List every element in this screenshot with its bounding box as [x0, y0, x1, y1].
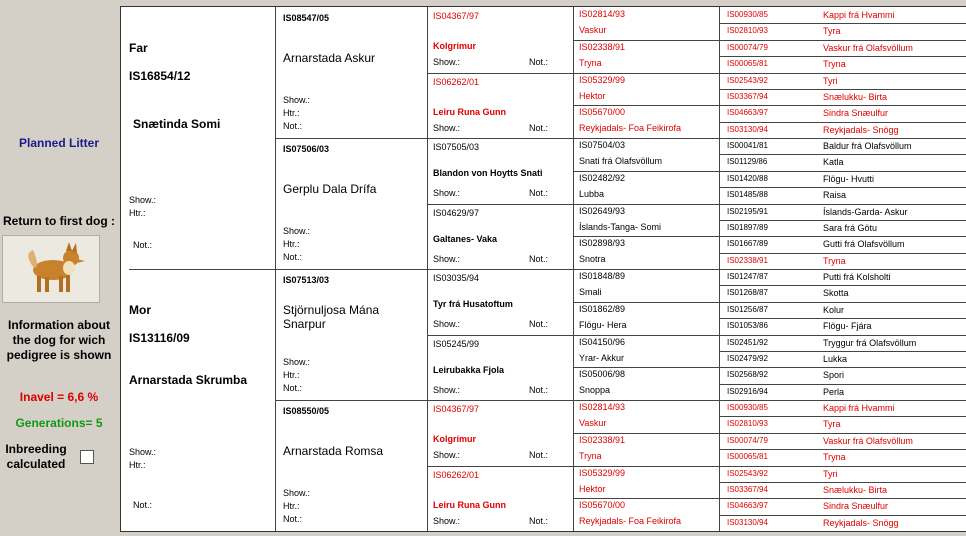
registration-number: IS05006/98: [579, 369, 626, 380]
pedigree-cell-gen5[interactable]: [719, 56, 966, 72]
dog-name: Tyr frá Husatoftum: [433, 299, 513, 309]
pedigree-cell-gen5[interactable]: [719, 515, 966, 531]
dog-name: Tryna: [579, 450, 602, 461]
show-label: Show.:: [433, 515, 461, 526]
registration-number: IS02649/93: [579, 205, 626, 216]
registration-number: IS00041/81: [727, 141, 768, 150]
not-label: Not.:: [283, 121, 303, 131]
pedigree-cell-gen2[interactable]: [275, 269, 427, 400]
pedigree-cell-gen4[interactable]: [573, 433, 719, 466]
first-dog-button[interactable]: [2, 235, 100, 303]
dog-name: Kolgrímur: [433, 434, 477, 444]
pedigree-cell-gen5[interactable]: [719, 498, 966, 514]
registration-number: IS01268/87: [727, 288, 768, 298]
dog-name: Arnarstada Skrumba: [129, 373, 248, 387]
pedigree-cell-gen5[interactable]: [719, 466, 966, 482]
dog-name: Lukka: [823, 353, 848, 364]
dog-name: Arnarstada Askur: [283, 51, 376, 65]
pedigree-cell-gen4[interactable]: [573, 400, 719, 433]
pedigree-cell-gen3[interactable]: [427, 204, 573, 270]
dog-name: Tryna: [579, 57, 602, 68]
not-label: Not.:: [283, 383, 303, 393]
pedigree-cell-gen4[interactable]: [573, 40, 719, 73]
registration-number: IS00930/85: [727, 403, 768, 412]
pedigree-cell-gen5[interactable]: [719, 204, 966, 220]
dog-name: Perla: [823, 386, 845, 397]
registration-number: IS05245/99: [433, 338, 480, 349]
inbreeding-checkbox[interactable]: [80, 450, 94, 464]
dog-name: Stjörnuljosa Mána Snarpur: [283, 303, 380, 331]
return-to-first-dog-label: Return to first dog :: [3, 214, 115, 228]
pedigree-cell-gen4[interactable]: [573, 138, 719, 171]
dog-name: Baldur frá Olafsvöllum: [823, 141, 912, 151]
htr-label: Htr.:: [283, 239, 300, 249]
show-label: Show.:: [433, 384, 461, 395]
dog-name: Flögu- Hera: [579, 319, 627, 330]
pedigree-cell-gen5[interactable]: [719, 302, 966, 318]
registration-number: IS01485/88: [727, 190, 768, 200]
pedigree-cell-gen4[interactable]: [573, 105, 719, 138]
dog-name: Blandon von Hoytts Snati: [433, 168, 543, 178]
planned-litter-link[interactable]: Planned Litter: [18, 136, 99, 150]
registration-number: IS05329/99: [579, 74, 626, 85]
registration-number: IS04367/97: [433, 404, 480, 414]
registration-number: IS02814/93: [579, 9, 626, 19]
dog-name: Raisa: [823, 190, 847, 201]
dog-name: Kolur: [823, 304, 845, 315]
pedigree-cell-gen5[interactable]: [719, 89, 966, 105]
pedigree-cell-gen5[interactable]: [719, 449, 966, 465]
pedigree-cell-gen5[interactable]: [719, 433, 966, 449]
registration-number: IS07505/03: [433, 142, 480, 152]
dog-name: Snælukku- Birta: [823, 91, 888, 102]
pedigree-cell-gen3[interactable]: [427, 466, 573, 532]
dog-name: Sindra Snæulfur: [823, 501, 889, 512]
not-label: Not.:: [529, 384, 549, 395]
dog-name: Gutti frá Olafsvöllum: [823, 239, 905, 250]
dog-name: Snoppa: [579, 385, 611, 396]
pedigree-cell-gen5[interactable]: [719, 285, 966, 301]
dog-name: Vaskur frá Olafsvöllum: [823, 435, 913, 446]
registration-number: IS02338/91: [579, 41, 626, 52]
registration-number: IS08547/05: [283, 13, 330, 23]
dog-name: Snætinda Somi: [133, 117, 221, 131]
pedigree-cell-gen5[interactable]: [719, 416, 966, 432]
pedigree-cell-gen2[interactable]: [275, 7, 427, 138]
registration-number: IS02810/93: [727, 419, 768, 429]
not-label: Not.:: [529, 122, 549, 133]
registration-number: IS02916/94: [727, 386, 768, 396]
dog-name: Flögu- Hvutti: [823, 173, 875, 184]
not-label: Not.:: [529, 450, 549, 460]
not-label: Not.:: [283, 252, 303, 262]
dog-name: Reykjadals- Snögg: [823, 124, 899, 135]
registration-number: IS02451/92: [727, 337, 768, 347]
pedigree-cell-gen1[interactable]: [121, 7, 275, 269]
pedigree-cell-gen4[interactable]: [573, 7, 719, 40]
dog-name: Gerplu Dala Drífa: [283, 182, 377, 196]
pedigree-cell-gen5[interactable]: [719, 138, 966, 154]
show-label: Show.:: [129, 195, 157, 205]
pedigree-cell-gen4[interactable]: [573, 204, 719, 237]
pedigree-cell-gen5[interactable]: [719, 220, 966, 236]
registration-number: IS07506/03: [283, 144, 330, 154]
registration-number: IS01256/87: [727, 304, 768, 314]
registration-number: IS04663/97: [727, 108, 768, 118]
pedigree-cell-gen4[interactable]: [573, 302, 719, 335]
pedigree-cell-gen5[interactable]: [719, 7, 966, 23]
not-label: Not.:: [133, 500, 153, 510]
registration-number: IS04367/97: [433, 11, 480, 21]
pedigree-cell-gen3[interactable]: [427, 138, 573, 204]
pedigree-cell-gen3[interactable]: [427, 269, 573, 335]
registration-number: IS01129/86: [727, 157, 768, 167]
dog-name: Vaskur: [579, 25, 607, 35]
show-label: Show.:: [433, 188, 461, 198]
show-label: Show.:: [433, 122, 461, 133]
generations-value: Generations= 5: [15, 416, 103, 430]
registration-number: IS02195/91: [727, 206, 768, 216]
dog-name: Smali: [579, 287, 602, 297]
registration-number: IS01247/87: [727, 272, 768, 281]
pedigree-cell-gen4[interactable]: [573, 498, 719, 531]
parent-role: Far: [129, 41, 148, 55]
pedigree-cell-gen5[interactable]: [719, 482, 966, 498]
dog-name: Kappi frá Hvammi: [823, 403, 895, 413]
registration-number: IS02568/92: [727, 370, 768, 380]
inavel-value: Inavel = 6,6 %: [19, 390, 99, 404]
not-label: Not.:: [529, 253, 549, 264]
pedigree-cell-gen1[interactable]: [121, 269, 275, 531]
registration-number: IS03367/94: [727, 484, 768, 494]
htr-label: Htr.:: [283, 370, 300, 380]
not-label: Not.:: [133, 240, 153, 250]
show-label: Show.:: [283, 95, 311, 105]
dog-name: Hektor: [579, 90, 606, 101]
show-label: Show.:: [433, 57, 461, 67]
pedigree-cell-gen4[interactable]: [573, 269, 719, 302]
registration-number: IS02338/91: [579, 434, 626, 445]
registration-number: IS03035/94: [433, 273, 480, 283]
not-label: Not.:: [529, 515, 549, 526]
dog-name: Tryna: [823, 59, 846, 70]
dog-name: Vaskur: [579, 418, 607, 428]
pedigree-cell-gen4[interactable]: [573, 466, 719, 499]
pedigree-cell-gen5[interactable]: [719, 400, 966, 416]
htr-label: Htr.:: [283, 501, 300, 511]
pedigree-cell-gen5[interactable]: [719, 335, 966, 351]
dog-name: Íslands-Tanga- Somi: [579, 221, 662, 232]
show-label: Show.:: [433, 450, 461, 460]
registration-number: IS01862/89: [579, 303, 626, 314]
pedigree-cell-gen2[interactable]: [275, 138, 427, 269]
pedigree-cell-gen3[interactable]: [427, 73, 573, 139]
dog-name: Íslands-Garda- Askur: [823, 206, 908, 217]
registration-number: IS04663/97: [727, 501, 768, 511]
pedigree-cell-gen5[interactable]: [719, 351, 966, 367]
dog-name: Arnarstada Romsa: [283, 444, 384, 458]
not-label: Not.:: [529, 319, 549, 329]
dog-name: Galtanes- Vaka: [433, 233, 498, 244]
pedigree-cell-gen3[interactable]: [427, 7, 573, 73]
dog-name: Snælukku- Birta: [823, 484, 888, 495]
pedigree-cell-gen5[interactable]: [719, 187, 966, 203]
pedigree-table: [120, 6, 966, 532]
show-label: Show.:: [283, 488, 311, 498]
pedigree-cell-gen5[interactable]: [719, 122, 966, 138]
dog-name: Reykjadals- Foa Feikirofa: [579, 123, 682, 134]
registration-number: IS13116/09: [129, 331, 190, 345]
registration-number: IS02338/91: [727, 255, 768, 265]
htr-label: Htr.:: [129, 208, 146, 218]
pedigree-cell-gen4[interactable]: [573, 171, 719, 204]
dog-name: Leirubakka Fjola: [433, 364, 505, 375]
dog-name: Katla: [823, 157, 844, 168]
not-label: Not.:: [529, 188, 549, 198]
pedigree-cell-gen2[interactable]: [275, 400, 427, 531]
registration-number: IS01848/89: [579, 271, 626, 281]
registration-number: IS03367/94: [727, 91, 768, 101]
registration-number: IS06262/01: [433, 469, 480, 480]
pedigree-cell-gen5[interactable]: [719, 269, 966, 285]
not-label: Not.:: [283, 514, 303, 524]
registration-number: IS03130/94: [727, 124, 768, 134]
registration-number: IS02898/93: [579, 238, 626, 249]
dog-name: Tyra: [823, 26, 841, 37]
show-label: Show.:: [433, 319, 461, 329]
show-label: Show.:: [433, 253, 461, 264]
registration-number: IS16854/12: [129, 69, 191, 83]
show-label: Show.:: [283, 357, 311, 367]
pedigree-cell-gen5[interactable]: [719, 367, 966, 383]
dog-name: Tyri: [823, 468, 838, 479]
pedigree-cell-gen5[interactable]: [719, 253, 966, 269]
pedigree-cell-gen5[interactable]: [719, 318, 966, 334]
pedigree-cell-gen5[interactable]: [719, 23, 966, 39]
pedigree-cell-gen4[interactable]: [573, 73, 719, 106]
registration-number: IS01420/88: [727, 173, 768, 183]
registration-number: IS01667/89: [727, 239, 768, 249]
dog-name: Tryna: [823, 255, 846, 266]
pedigree-cell-gen5[interactable]: [719, 236, 966, 252]
pedigree-cell-gen3[interactable]: [427, 400, 573, 466]
pedigree-cell-gen5[interactable]: [719, 73, 966, 89]
registration-number: IS05670/00: [579, 107, 626, 118]
dog-name: Kappi frá Hvammi: [823, 10, 895, 20]
dog-name: Hektor: [579, 483, 606, 494]
dog-name: Yrar- Akkur: [579, 352, 625, 363]
registration-number: IS04150/96: [579, 336, 626, 347]
registration-number: IS00065/81: [727, 59, 768, 69]
registration-number: IS02479/92: [727, 353, 768, 363]
registration-number: IS03130/94: [727, 517, 768, 527]
registration-number: IS02814/93: [579, 402, 626, 412]
show-label: Show.:: [129, 447, 157, 457]
registration-number: IS00930/85: [727, 10, 768, 19]
dog-name: Kolgrímur: [433, 41, 477, 51]
sidebar: [0, 0, 118, 536]
registration-number: IS04629/97: [433, 207, 480, 218]
htr-label: Htr.:: [129, 460, 146, 470]
pedigree-cell-gen5[interactable]: [719, 40, 966, 56]
dog-name: Reykjadals- Snögg: [823, 517, 899, 528]
dog-name: Tryggur frá Olafsvöllum: [823, 337, 917, 348]
registration-number: IS08550/05: [283, 406, 330, 416]
dog-name: Tyri: [823, 75, 838, 86]
registration-number: IS01897/89: [727, 222, 768, 232]
show-label: Show.:: [283, 226, 311, 236]
parent-role: Mor: [129, 303, 151, 317]
dog-icon: [3, 236, 99, 302]
registration-number: IS07504/03: [579, 140, 626, 150]
pedigree-cell-gen5[interactable]: [719, 105, 966, 121]
dog-name: Tryna: [823, 452, 846, 463]
pedigree-cell-gen3[interactable]: [427, 335, 573, 401]
dog-name: Snotra: [579, 254, 606, 265]
dog-name: Leiru Runa Gunn: [433, 499, 506, 510]
registration-number: IS02482/92: [579, 172, 626, 183]
dog-name: Spori: [823, 370, 845, 381]
htr-label: Htr.:: [283, 108, 300, 118]
inbreeding-label: Inbreeding calculated: [5, 442, 67, 471]
registration-number: IS00074/79: [727, 42, 768, 52]
dog-name: Flögu- Fjára: [823, 321, 872, 332]
registration-number: IS02543/92: [727, 75, 768, 85]
dog-name: Skotta: [823, 288, 849, 299]
dog-name: Snati frá Olafsvöllum: [579, 156, 663, 166]
registration-number: IS05329/99: [579, 467, 626, 478]
registration-number: IS01053/86: [727, 321, 768, 331]
dog-name: Sindra Snæulfur: [823, 108, 889, 119]
pedigree-cell-gen5[interactable]: [719, 154, 966, 170]
dog-name: Tyra: [823, 419, 841, 430]
registration-number: IS07513/03: [283, 275, 330, 285]
registration-number: IS02543/92: [727, 468, 768, 478]
dog-name: Reykjadals- Foa Feikirofa: [579, 516, 682, 527]
registration-number: IS06262/01: [433, 76, 480, 87]
pedigree-cell-gen4[interactable]: [573, 335, 719, 368]
registration-number: IS02810/93: [727, 26, 768, 36]
registration-number: IS05670/00: [579, 500, 626, 511]
not-label: Not.:: [529, 57, 549, 67]
dog-name: Vaskur frá Olafsvöllum: [823, 42, 913, 53]
info-text: Information about the dog for wich pedigree is shown: [6, 318, 112, 362]
registration-number: IS00074/79: [727, 435, 768, 445]
pedigree-cell-gen4[interactable]: [573, 367, 719, 400]
registration-number: IS00065/81: [727, 452, 768, 462]
dog-name: Putti frá Kolsholti: [823, 272, 891, 282]
dog-name: Sara frá Götu: [823, 222, 878, 233]
pedigree-cell-gen4[interactable]: [573, 236, 719, 269]
pedigree-cell-gen5[interactable]: [719, 384, 966, 400]
dog-name: Leiru Runa Gunn: [433, 106, 506, 117]
dog-name: Lubba: [579, 188, 605, 199]
pedigree-cell-gen5[interactable]: [719, 171, 966, 187]
